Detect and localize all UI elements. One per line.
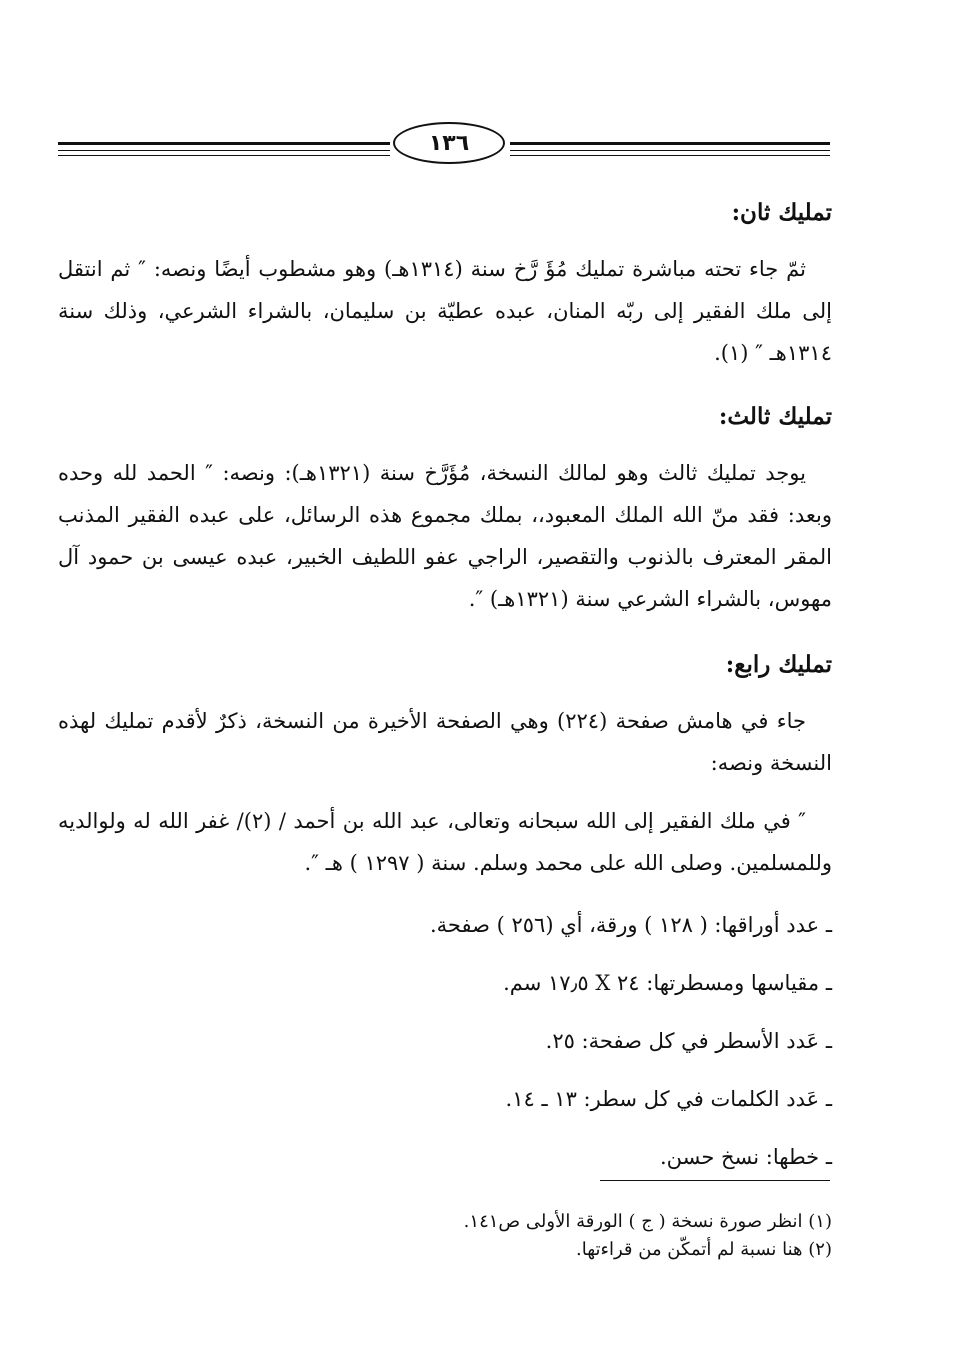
section-heading: تمليك ثالث: <box>718 403 832 430</box>
list-item: ـ عَدد الكلمات في كل سطر: ١٣ ـ ١٤. <box>505 1087 832 1111</box>
paragraph: ثمّ جاء تحته مباشرة تمليك مُؤَ رَّخ سنة (١٣١٤هـ) وهو مشطوب أيضًا ونصه: ″ ثم انتقل إلى ملك الفقير إلى ربّه المنان، عبده عطيّة بن سليمان، بالشراء الشرعي، وذلك سنة ١٣١٤هـ ″ (١). <box>58 257 832 365</box>
page-number-badge <box>393 122 505 164</box>
footnote: (١) انظر صورة نسخة ( ج ) الورقة الأولى ص١٤١. <box>463 1211 832 1232</box>
footnote: (٢) هنا نسبة لم أتمكّن من قراءتها. <box>576 1239 832 1260</box>
section-heading: تمليك ثان: <box>731 199 832 226</box>
header-rule-right <box>510 142 830 151</box>
paragraph: ″ في ملك الفقير إلى الله سبحانه وتعالى، عبد الله بن أحمد / (٢)/ غفر الله له ولوالديه وللمسلمين. وصلى الله على محمد وسلم. سنة ( ١٢٩٧ ) هـ ″. <box>58 809 832 875</box>
paragraph: يوجد تمليك ثالث وهو لمالك النسخة، مُؤَرَّخ سنة (١٣٢١هـ): ونصه: ″ الحمد لله وحده وبعد: فقد منّ الله الملك المعبود،، بملك مجموع هذه الرسائل، على عبده الفقير المذنب المقر المعترف بالذنوب والتقصير، الراجي عفو اللطيف الخبير، عبده عيسى بن حمود آل مهوس، بالشراء الشرعي سنة (١٣٢١هـ) ″. <box>58 461 832 611</box>
list-item: ـ خطها: نسخ حسن. <box>659 1145 832 1169</box>
footnote-separator <box>600 1180 830 1181</box>
list-item: ـ مقياسها ومسطرتها: ٢٤ X ١٧٫٥ سم. <box>503 971 832 995</box>
list-item: ـ عدد أوراقها: ( ١٢٨ ) ورقة، أي (٢٥٦ ) صفحة. <box>429 913 832 937</box>
list-item: ـ عَدد الأسطر في كل صفحة: ٢٥. <box>545 1029 832 1053</box>
header-rule-left <box>58 142 390 151</box>
page-number: ١٣٦ <box>428 130 470 156</box>
paragraph: جاء في هامش صفحة (٢٢٤) وهي الصفحة الأخيرة من النسخة، ذكرٌ لأقدم تمليك لهذه النسخة ونصه: <box>58 709 832 775</box>
footnotes <box>212 1208 832 1264</box>
manuscript-details-list <box>212 910 832 1200</box>
section-heading: تمليك رابع: <box>725 651 832 678</box>
